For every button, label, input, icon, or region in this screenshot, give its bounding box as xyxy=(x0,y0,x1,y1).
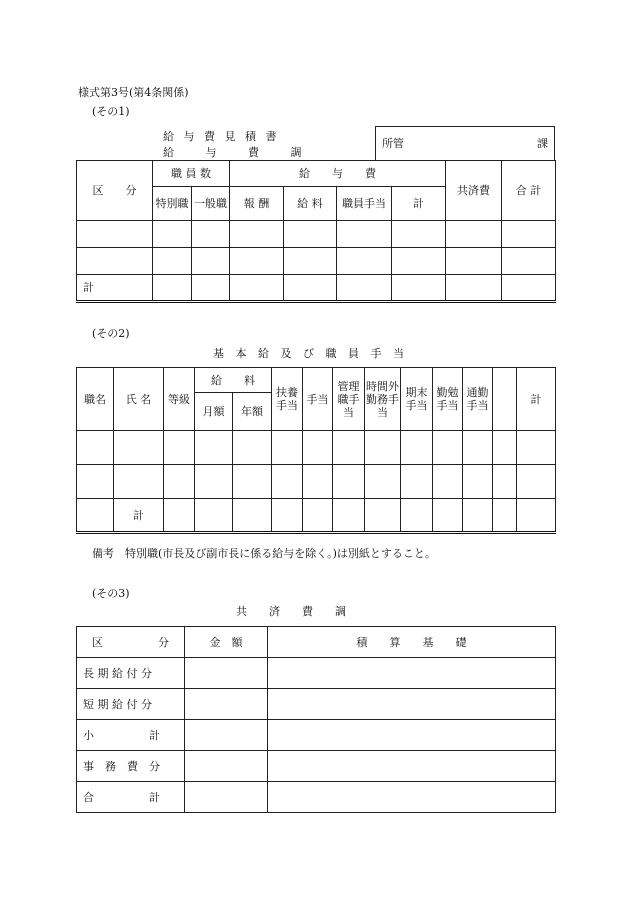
table-row xyxy=(77,465,556,499)
header-salary: 給 与 費 xyxy=(230,161,446,187)
table-row xyxy=(77,720,556,751)
total-row xyxy=(77,499,556,533)
header-total: 計 xyxy=(517,368,556,431)
total-row-label: 計 xyxy=(114,499,164,533)
part1-label: (その1) xyxy=(92,105,130,118)
header-subtotal: 計 xyxy=(392,187,446,221)
header-general-staff: 一般職 xyxy=(192,187,230,221)
header-management-allowance: 管理職手当 xyxy=(333,368,365,431)
salary-estimate-table xyxy=(76,160,556,303)
header-overtime-allowance: 時間外勤務手当 xyxy=(365,368,401,431)
header-allowance: 職員手当 xyxy=(337,187,392,221)
table-row xyxy=(77,782,556,813)
part2-label: (その2) xyxy=(92,327,130,340)
header-staff-count: 職 員 数 xyxy=(153,161,230,187)
header-grade: 等級 xyxy=(164,368,195,431)
table-row xyxy=(77,248,556,275)
header-base-pay: 給 料 xyxy=(284,187,337,221)
header-allowance: 手当 xyxy=(303,368,333,431)
table-row xyxy=(77,751,556,782)
total-row-label: 計 xyxy=(77,275,153,302)
header-name: 氏 名 xyxy=(114,368,164,431)
header-title: 職名 xyxy=(77,368,114,431)
header-calculation-basis: 積 算 基 礎 xyxy=(268,627,556,658)
header-blank xyxy=(493,368,517,431)
basic-pay-table xyxy=(76,367,556,534)
table-row xyxy=(77,221,556,248)
header-dependent-allowance: 扶養手当 xyxy=(272,368,303,431)
header-kubun: 区 分 xyxy=(77,627,185,658)
row-label: 長 期 給 付 分 xyxy=(77,658,185,689)
table-row xyxy=(77,689,556,720)
header-remuneration: 報 酬 xyxy=(230,187,284,221)
header-grand-total: 合 計 xyxy=(502,161,556,221)
header-special-staff: 特別職 xyxy=(153,187,192,221)
row-label: 小 計 xyxy=(77,720,185,751)
row-label: 合 計 xyxy=(77,782,185,813)
header-annual: 年額 xyxy=(233,393,272,431)
table-row xyxy=(77,658,556,689)
row-label: 短 期 給 付 分 xyxy=(77,689,185,720)
department-suffix: 課 xyxy=(537,137,548,150)
header-term-end-allowance: 期末手当 xyxy=(401,368,433,431)
total-row xyxy=(77,275,556,302)
header-mutual-aid: 共済費 xyxy=(446,161,502,221)
part2-heading: 基 本 給 及 び 職 員 手 当 xyxy=(213,347,408,360)
header-commuting-allowance: 通勤手当 xyxy=(463,368,493,431)
part1-heading-1: 給 与 費 見 積 書 xyxy=(163,130,280,143)
header-diligence-allowance: 勤勉手当 xyxy=(433,368,463,431)
form-number: 様式第3号(第4条関係) xyxy=(78,86,189,99)
department-box xyxy=(375,126,555,161)
header-amount: 金 額 xyxy=(185,627,268,658)
department-label: 所管 xyxy=(382,137,404,150)
header-kubun: 区 分 xyxy=(77,161,153,221)
row-label: 事 務 費 分 xyxy=(77,751,185,782)
header-base-salary: 給 料 xyxy=(195,368,272,393)
part3-heading: 共 済 費 調 xyxy=(236,605,346,618)
part3-label: (その3) xyxy=(92,587,130,600)
header-monthly: 月額 xyxy=(195,393,233,431)
part1-heading-2: 給 与 費 調 xyxy=(163,146,316,159)
table-row xyxy=(77,431,556,465)
remarks-note: 備考 特別職(市長及び副市長に係る給与を除く。)は別紙とすること。 xyxy=(92,547,436,560)
mutual-aid-table xyxy=(76,626,556,813)
